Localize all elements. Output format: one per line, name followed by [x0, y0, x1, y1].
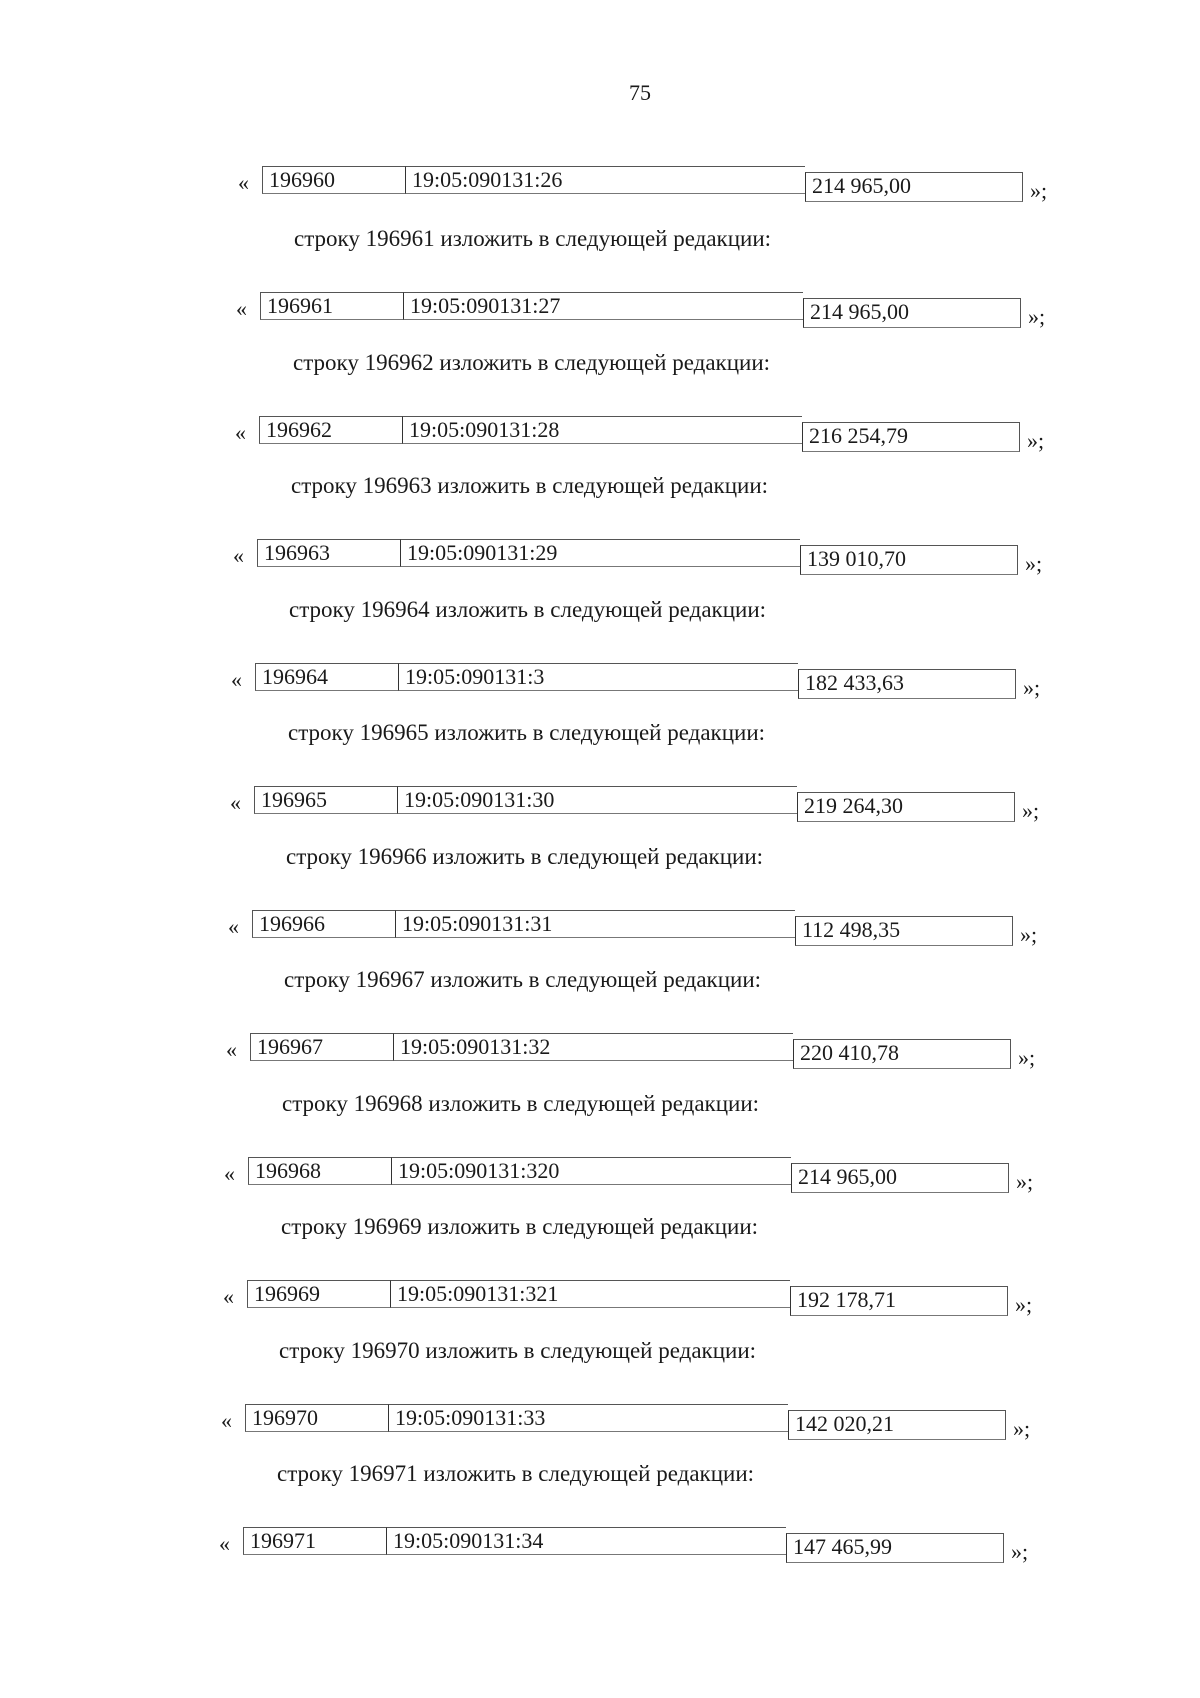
row-number-cell: 196965 [254, 786, 397, 814]
cadastral-number-cell: 19:05:090131:27 [403, 292, 803, 320]
amendment-entry [0, 473, 1200, 597]
amendment-entry [0, 844, 1200, 968]
cadastral-number-cell: 19:05:090131:321 [390, 1280, 790, 1308]
close-quote: »; [1025, 551, 1043, 576]
row-number-cell: 196963 [257, 539, 400, 567]
row-number-cell: 196969 [247, 1280, 390, 1308]
value-cell: 219 264,30 [797, 792, 1015, 822]
close-quote: »; [1027, 428, 1045, 453]
cadastral-number-cell: 19:05:090131:29 [400, 539, 800, 567]
open-quote: « [224, 1161, 235, 1186]
amendment-entry [0, 1461, 1200, 1585]
amendment-entry [0, 1338, 1200, 1462]
open-quote: « [219, 1531, 230, 1556]
value-cell: 139 010,70 [800, 545, 1018, 575]
amendment-entry [0, 226, 1200, 350]
instruction-text: строку 196970 изложить в следующей редакции: [279, 1338, 757, 1363]
value-cell: 147 465,99 [786, 1533, 1004, 1563]
close-quote: »; [1016, 1169, 1034, 1194]
row-number-cell: 196960 [262, 166, 405, 194]
open-quote: « [238, 170, 249, 195]
instruction-text: строку 196968 изложить в следующей редакции: [282, 1091, 760, 1116]
close-quote: »; [1018, 1045, 1036, 1070]
cadastral-number-cell: 19:05:090131:320 [391, 1157, 791, 1185]
row-number-cell: 196964 [255, 663, 398, 691]
close-quote: »; [1020, 922, 1038, 947]
open-quote: « [231, 667, 242, 692]
cadastral-number-cell: 19:05:090131:31 [395, 910, 795, 938]
value-cell: 214 965,00 [791, 1163, 1009, 1193]
cadastral-number-cell: 19:05:090131:3 [398, 663, 798, 691]
value-cell: 182 433,63 [798, 669, 1016, 699]
cadastral-number-cell: 19:05:090131:34 [386, 1527, 786, 1555]
close-quote: »; [1022, 798, 1040, 823]
instruction-text: строку 196969 изложить в следующей редакции: [281, 1214, 759, 1239]
cadastral-number-cell: 19:05:090131:30 [397, 786, 797, 814]
instruction-text: строку 196965 изложить в следующей редакции: [288, 720, 766, 745]
value-cell: 216 254,79 [802, 422, 1020, 452]
close-quote: »; [1028, 304, 1046, 329]
value-cell: 142 020,21 [788, 1410, 1006, 1440]
value-cell: 220 410,78 [793, 1039, 1011, 1069]
row-number-cell: 196970 [245, 1404, 388, 1432]
amendment-entry [0, 720, 1200, 844]
instruction-text: строку 196971 изложить в следующей редакции: [277, 1461, 755, 1486]
close-quote: »; [1013, 1416, 1031, 1441]
amendment-entry [0, 1214, 1200, 1338]
amendment-entry [0, 597, 1200, 721]
value-cell: 214 965,00 [803, 298, 1021, 328]
value-cell: 214 965,00 [805, 172, 1023, 202]
amendment-entry [0, 1091, 1200, 1215]
close-quote: »; [1011, 1539, 1029, 1564]
row-number-cell: 196971 [243, 1527, 386, 1555]
cadastral-number-cell: 19:05:090131:32 [393, 1033, 793, 1061]
instruction-text: строку 196966 изложить в следующей редакции: [286, 844, 764, 869]
instruction-text: строку 196961 изложить в следующей редакции: [294, 226, 772, 251]
page-number: 75 [629, 80, 651, 105]
open-quote: « [226, 1037, 237, 1062]
cadastral-number-cell: 19:05:090131:28 [402, 416, 802, 444]
close-quote: »; [1015, 1292, 1033, 1317]
open-quote: « [235, 420, 246, 445]
instruction-text: строку 196964 изложить в следующей редакции: [289, 597, 767, 622]
row-number-cell: 196967 [250, 1033, 393, 1061]
instruction-text: строку 196967 изложить в следующей редакции: [284, 967, 762, 992]
close-quote: »; [1023, 675, 1041, 700]
row-number-cell: 196968 [248, 1157, 391, 1185]
row-number-cell: 196966 [252, 910, 395, 938]
open-quote: « [230, 790, 241, 815]
amendment-entry [0, 350, 1200, 474]
amendment-entry [0, 967, 1200, 1091]
open-quote: « [223, 1284, 234, 1309]
cadastral-number-cell: 19:05:090131:33 [388, 1404, 788, 1432]
open-quote: « [221, 1408, 232, 1433]
open-quote: « [236, 296, 247, 321]
close-quote: »; [1030, 178, 1048, 203]
open-quote: « [233, 543, 244, 568]
value-cell: 192 178,71 [790, 1286, 1008, 1316]
row-number-cell: 196961 [260, 292, 403, 320]
value-cell: 112 498,35 [795, 916, 1013, 946]
instruction-text: строку 196962 изложить в следующей редакции: [293, 350, 771, 375]
instruction-text: строку 196963 изложить в следующей редакции: [291, 473, 769, 498]
open-quote: « [228, 914, 239, 939]
cadastral-number-cell: 19:05:090131:26 [405, 166, 805, 194]
row-number-cell: 196962 [259, 416, 402, 444]
